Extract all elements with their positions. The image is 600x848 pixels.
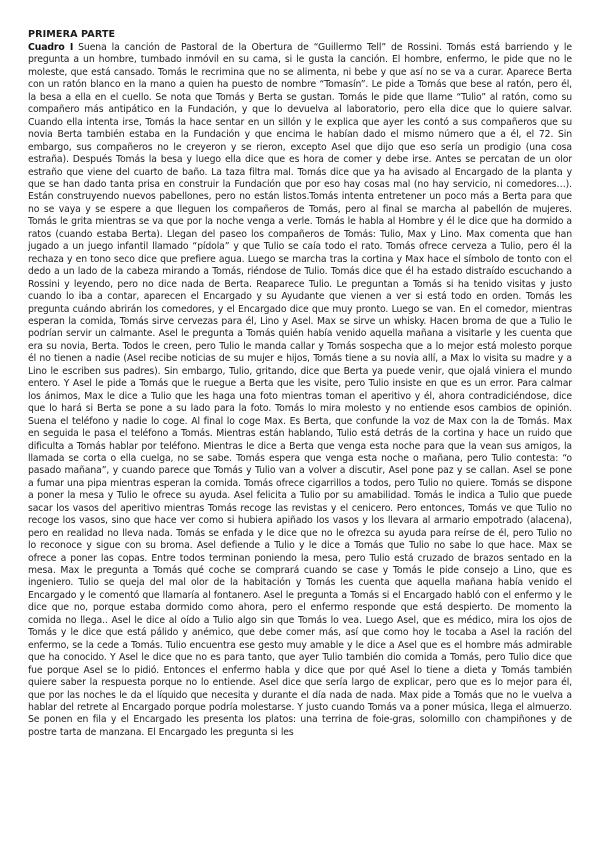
body-text: Suena la canción de Pastoral de la Obertura de “Guillermo Tell” de Rossini. Tomás está barriendo y le pregunta a un hombre, tumbado inmóvil en su cama, si le gusta la canción. El hombre, enfermo, le pide que no le moleste, que está cansado. Tomás le recrimina que no se alimenta, ni bebe y que así no se va a curar. Aparece Berta con un ratón blanco en la mano a quien ha puesto de nombre “Tomasín”. Le pide a Tomás que bese al ratón, pero él, la besa a ella en el cuello. Se nota que Tomás y Berta se gustan. Tomás le pide que llame “Tulio” al ratón, como su compañero más antipático en la Fundación, y que lo devuelva al laboratorio, pero ella dice que lo quiere salvar. Cuando ella intenta irse, Tomás la hace sentar en un sillón y le explica que ayer les contó a sus compañeros que su novia Berta también estaba en la Fundación y que encima le habían dado el mismo número que a él, el 72. Sin embargo, sus compañeros no le creyeron y se rieron, excepto Asel que dijo que eso sería un prodigio (una cosa estraña). Después Tomás la besa y luego ella dice que es hora de comer y debe irse. Antes se percatan de un olor estraño que viene del cuarto de baño. La taza filtra mal. Tomás dice que ya ha avisado al Encargado de la planta y que se han dado tanta prisa en construir la Fundación que por eso hay cosas mal (no hay servicio, ni comedores…). Están construyendo nuevos pabellones, pero no están listos.Tomás intenta entretener un poco más a Berta para que no se vaya y se espere a que lleguen los compañeros de Tomás, pero al final se marcha al pabellón de mujeres. Tomás le grita mientras se va que por la noche venga a verle. Tomás le habla al Hombre y él le dice que ha dormido a ratos (cuando estaba Berta). Llegan del paseo los compañeros de Tomás: Tulio, Max y Lino. Max comenta que han jugado a un juego infantil llamado “pídola” y que Tulio se caía todo el rato. Tomás ofrece cerveza a Tulio, pero él la rechaza y en tono seco dice que prefiere agua. Luego se marcha tras la cortina y Max hace el símbolo de tonto con el dedo a un lado de la cabeza mirando a Tomás, riéndose de Tulio. Tomás dice que él ha estado distraído escuchando a Rossini y leyendo, pero no dice nada de Berta. Reaparece Tulio. Le preguntan a Tomás si ha tenido visitas y justo cuando lo iba a contar, aparecen el Encargado y su Ayudante que vienen a ver si está todo en orden. Tomás les pregunta cuándo abrirán los comedores, y el Encargado dice que muy pronto. Luego se van. En el comedor, mientras esperan la comida, Tomás sirve cervezas para él, Lino y Asel. Max se sirve un whisky. Hacen broma de que a Tulio le podrían servir un calmante. Asel le pregunta a Tomás quién había venido aquella mañana a visitarle y les cuenta que era su novia, Berta. Todos le creen, pero Tulio le manda callar y Tomás sospecha que a lo mejor está molesto porque él no tienen a nadie (Asel recibe noticias de su mujer e hijos, Tomás tiene a su novia allí, a Max lo visita su madre y a Lino le escriben sus padres). Sin embargo, Tulio, gritando, dice que Berta ya puede venir, que ojalá viniera el mundo entero. Y Asel le pide a Tomás que le ruegue a Berta que les visite, pero Tulio insiste en que es un error. Para calmar los ánimos, Max le dice a Tulio que les haga una foto mientras toman el aperitivo y él, ahora contradiciéndose, dice que lo hará si Berta se pone a su lado para la foto. Tomás lo mira molesto y no entiende esos cambios de opinión. Suena el teléfono y nadie lo coge. Al final lo coge Max. Es Berta, que confunde la voz de Max con la de Tomás. Max en seguida le pasa el teléfono a Tomás. Mientras están hablando, Tulio está detrás de la cortina y hace un ruido que dificulta a Tomás hablar por teléfono. Mientras le dice a Berta que venga esta noche para que la vean sus amigos, la llamada se corta o ella cuelga, no se sabe. Tomás espera que venga esta noche o mañana, pero Tulio contesta: “o pasado mañana”, y cuando parece que Tomás y Tulio van a volver a discutir, Asel pone paz y se callan. Asel se pone a fumar una pipa mientras esperan la comida. Tomás ofrece cigarrillos a todos, pero Tulio no quiere. Tomás se dispone a poner la mesa y Tulio le ofrece su ayuda. Asel felicita a Tulio por su amabilidad. Tomás le indica a Tulio que puede sacar los vasos del aperitivo mientras Tomás recoge las revistas y el cenicero. Pero entonces, Tomás ve que Tulio no recoge los vasos, sino que hace ver como si hubiera apiñado los vasos y los llevara al armario empotrado (alacena), pero en realidad no lleva nada. Tomás se enfada y le dice que no le ofrezca su ayuda para reírse de él, pero Tulio no lo reconoce y sigue con su broma. Asel defiende a Tulio y le dice a Tomás que Tulio no sabe lo que hace. Max se ofrece a poner las copas. Entre todos terminan poniendo la mesa, pero Tulio está cruzado de brazos sentado en la mesa. Max le pregunta a Tomás qué coche se comprará cuando se case y Tomás le pide consejo a Lino, que es ingeniero. Tulio se queja del mal olor de la habitación y Tomás les cuenta que aquella mañana había venido el Encargado y le comentó que llamaría al fontanero. Asel le pregunta a Tomás si el Encargado habló con el enfermo y le dice que no, porque estaba dormido como ahora, pero el enfermo responde que está despierto. De momento la comida no llega.. Asel le dice al oído a Tulio algo sin que Tomás lo vea. Luego Asel, que es médico, mira los ojos de Tomás y le dice que está pálido y anémico, que debe comer más, así que como hoy le tocaba a Asel la ración del enfermo, se la cede a Tomás. Tulio encuentra ese gesto muy amable y le dice a Asel que es el hombre más admirable que ha conocido. Y Asel le dice que no es para tanto, que ayer Tulio también dio comida a Tomás, pero Tulio dice que fue porque Asel se lo pidió. Entonces el enfermo habla y dice que por qué Asel lo tiene a dieta y Tomás también quiere saber la respuesta porque no lo entiende. Asel dice que sería largo de explicar, pero que es lo mejor para él, que por las noches le da el líquido que necesita y durante el día nada de nada. Max pide a Tomás que no le vuelva a hablar del retrete al Encargado porque podría molestarse. Y justo cuando Tomás va a poner música, llega el almuerzo. Se ponen en fila y el Encargado les presenta los platos: una terrina de foie-gras, solomillo con champiñones y de postre tarta de manzana. El Encargado les pregunta si les: [28, 42, 572, 738]
scene-label: Cuadro I: [28, 42, 74, 53]
body-paragraph: [28, 42, 572, 739]
part-title: PRIMERA PARTE: [28, 29, 116, 40]
